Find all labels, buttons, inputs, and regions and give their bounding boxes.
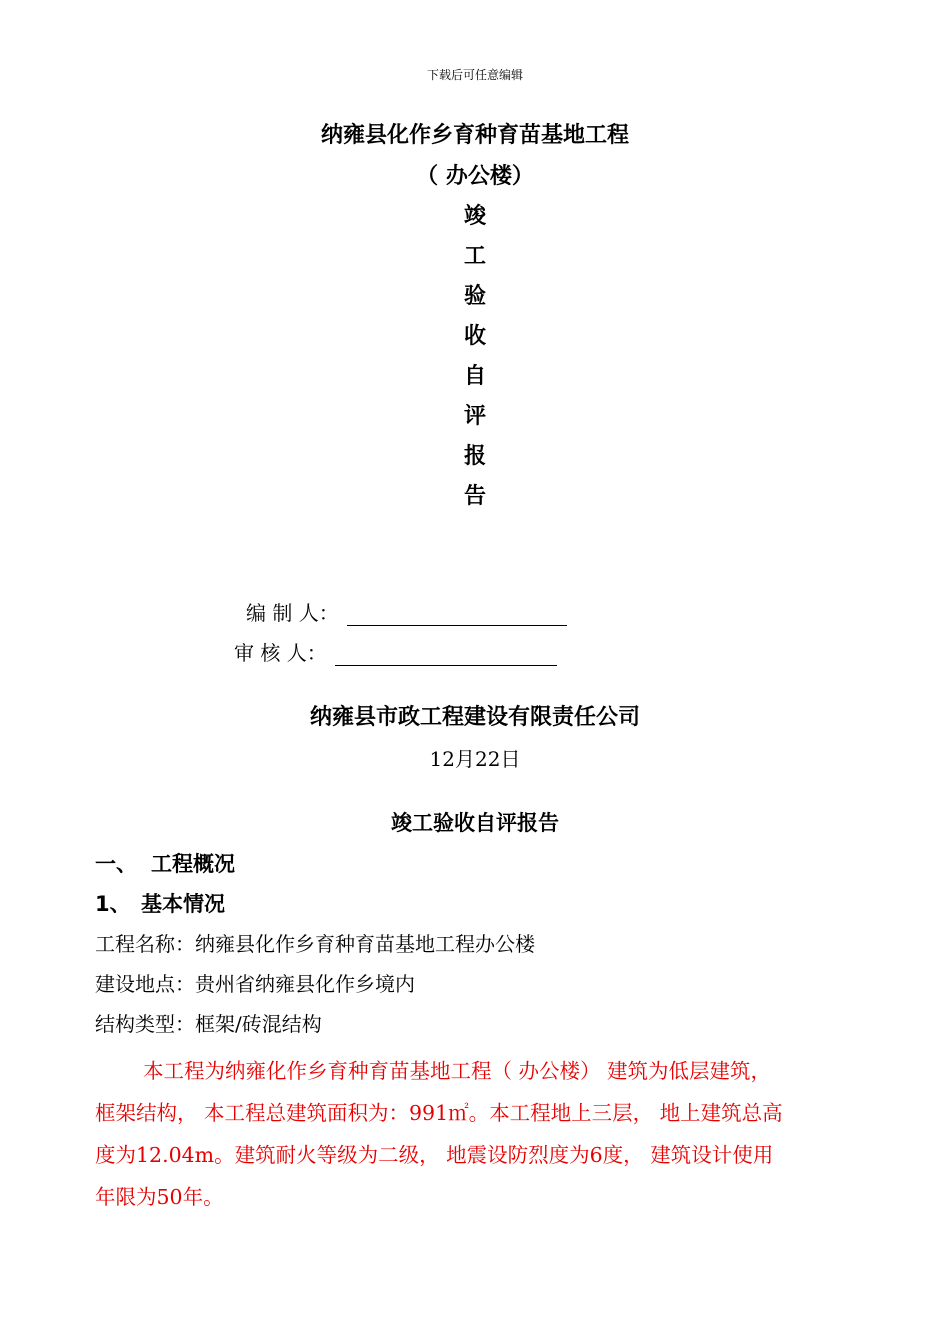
compiler-signature — [246, 600, 567, 626]
vertical-title-char: 工 — [463, 244, 486, 269]
vertical-title-char: 验 — [463, 284, 486, 309]
vertical-title-char: 告 — [463, 484, 486, 509]
structure-line: 结构类型：框架/砖混结构 — [95, 1012, 322, 1036]
compiler-signature-line — [347, 603, 567, 626]
subsection-heading-basic-info — [95, 891, 225, 917]
reviewer-label: 审 核 人： — [234, 641, 327, 665]
report-title: 竣工验收自评报告 — [391, 811, 559, 835]
paragraph-line: 度为12.04m。建筑耐火等级为二级， 地震设防烈度为6度， 建筑设计使用 — [95, 1143, 774, 1167]
document-subtitle: （ 办公楼） — [416, 164, 534, 189]
paragraph-line: 框架结构， 本工程总建筑面积为：991㎡。本工程地上三层， 地上建筑总高 — [95, 1101, 783, 1125]
reviewer-signature-line — [335, 643, 557, 666]
project-name-line: 工程名称：纳雍县化作乡育种育苗基地工程办公楼 — [95, 932, 535, 956]
section-heading-overview — [95, 851, 235, 877]
vertical-title-char: 报 — [463, 444, 486, 469]
subsection-title: 基本情况 — [141, 892, 225, 916]
paragraph-line: 本工程为纳雍化作乡育种育苗基地工程（ 办公楼） 建筑为低层建筑， — [143, 1059, 772, 1083]
compiler-label: 编 制 人： — [246, 601, 339, 625]
subsection-number: 1、 — [95, 892, 131, 916]
section-number: 一、 — [95, 852, 137, 876]
vertical-title-char: 评 — [463, 404, 486, 429]
company-name: 纳雍县市政工程建设有限责任公司 — [309, 705, 640, 730]
vertical-title — [0, 203, 950, 523]
location-line: 建设地点：贵州省纳雍县化作乡境内 — [95, 972, 415, 996]
paragraph-line: 年限为50年。 — [95, 1185, 224, 1209]
vertical-title-char: 自 — [463, 364, 486, 389]
section-title: 工程概况 — [151, 852, 235, 876]
document-title: 纳雍县化作乡育种育苗基地工程 — [320, 123, 629, 148]
header-note: 下载后可任意编辑 — [426, 68, 523, 82]
project-description-paragraph — [95, 1050, 855, 1218]
vertical-title-char: 收 — [463, 324, 486, 349]
reviewer-signature — [234, 640, 557, 666]
report-date: 12月22日 — [429, 747, 521, 771]
vertical-title-char: 竣 — [463, 204, 486, 229]
